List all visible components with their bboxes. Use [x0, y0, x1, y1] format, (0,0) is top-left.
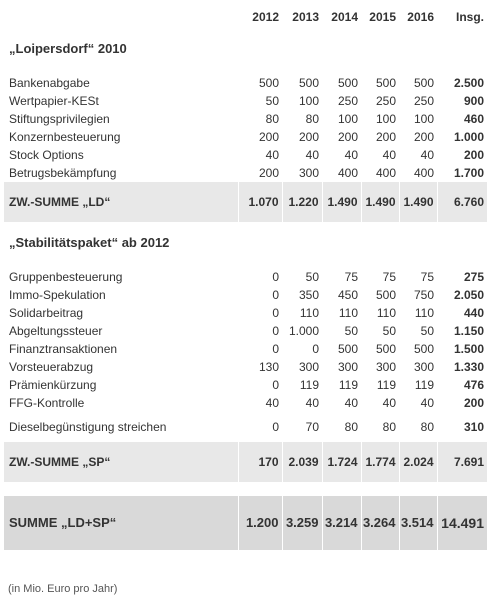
- cell-value: 40: [344, 148, 358, 162]
- cell-total: 275: [463, 270, 484, 284]
- cell-value: 200: [258, 130, 279, 144]
- row-label: Bankenabgabe: [9, 76, 90, 90]
- row-label: Wertpapier-KESt: [9, 94, 99, 108]
- row-label: Stiftungsprivilegien: [9, 112, 110, 126]
- cell-value: 400: [375, 166, 396, 180]
- grand-total-label: SUMME „LD+SP“: [4, 496, 238, 550]
- table-row: [4, 394, 487, 412]
- section-title: „Stabilitätspaket“ ab 2012: [9, 235, 170, 250]
- row-label: FFG-Kontrolle: [9, 396, 85, 410]
- row-label: Vorsteuerabzug: [9, 360, 94, 374]
- subtotal-label: ZW.-SUMME „LD“: [4, 182, 238, 222]
- subtotal-row-sp: [4, 442, 487, 482]
- cell-value: 50: [382, 324, 396, 338]
- cell-value: 110: [299, 306, 319, 320]
- subtotal-value: 1.724: [322, 442, 361, 482]
- subtotal-label: ZW.-SUMME „SP“: [4, 442, 238, 482]
- table-row: [4, 164, 487, 182]
- cell-value: 119: [338, 378, 358, 392]
- table-row: [4, 74, 487, 92]
- cell-value: 0: [272, 288, 279, 302]
- cell-value: 500: [298, 76, 319, 90]
- cell-value: 40: [265, 148, 279, 162]
- cell-value: 80: [420, 420, 434, 434]
- cell-value: 130: [258, 360, 279, 374]
- cell-value: 50: [420, 324, 434, 338]
- table-row: [4, 304, 487, 322]
- cell-value: 100: [298, 94, 319, 108]
- row-label: Prämienkürzung: [9, 378, 97, 392]
- cell-value: 250: [413, 94, 434, 108]
- subtotal-row-ld: [4, 182, 487, 222]
- cell-value: 200: [375, 130, 396, 144]
- row-label: Konzernbesteuerung: [9, 130, 121, 144]
- cell-value: 750: [413, 288, 434, 302]
- row-label: Abgeltungssteuer: [9, 324, 103, 338]
- row-label: Betrugsbekämpfung: [9, 166, 117, 180]
- subtotal-value: 1.490: [322, 182, 361, 222]
- grand-total-value: 3.264: [361, 496, 399, 550]
- cell-value: 40: [305, 148, 319, 162]
- header-year: 2012: [252, 10, 279, 24]
- cell-total: 2.500: [453, 76, 484, 90]
- cell-value: 0: [272, 324, 279, 338]
- cell-value: 300: [298, 166, 319, 180]
- cell-value: 500: [375, 342, 396, 356]
- cell-value: 200: [258, 166, 279, 180]
- row-label: [4, 412, 238, 442]
- table-row: [4, 412, 487, 442]
- cell-value: 75: [344, 270, 358, 284]
- cell-value: 0: [272, 342, 279, 356]
- cell-value: 200: [337, 130, 358, 144]
- grand-total-value: 3.214: [322, 496, 361, 550]
- table-row: [4, 128, 487, 146]
- cell-value: 450: [337, 288, 358, 302]
- cell-value: 40: [382, 396, 396, 410]
- cell-value: 40: [265, 396, 279, 410]
- cell-total: 1.000: [453, 130, 484, 144]
- subtotal-value: 2.024: [399, 442, 437, 482]
- cell-value: 500: [413, 76, 434, 90]
- table-row: [4, 340, 487, 358]
- cell-total: 200: [463, 148, 484, 162]
- table-row: [4, 92, 487, 110]
- cell-value: 40: [420, 148, 434, 162]
- cell-value: 50: [344, 324, 358, 338]
- header-empty-cell: [4, 6, 238, 28]
- subtotal-value: 1.220: [282, 182, 322, 222]
- cell-value: 200: [298, 130, 319, 144]
- cell-value: 80: [382, 420, 396, 434]
- row-label-text: Dieselbegünstigung streichen: [9, 419, 167, 434]
- cell-total: 440: [463, 306, 484, 320]
- cell-value: 75: [382, 270, 396, 284]
- cell-value: 119: [376, 378, 396, 392]
- cell-value: 40: [382, 148, 396, 162]
- cell-total: 1.500: [453, 342, 484, 356]
- cell-total: 2.050: [453, 288, 484, 302]
- subtotal-value: 1.490: [399, 182, 437, 222]
- row-label: Stock Options: [9, 148, 84, 162]
- cell-value: 300: [375, 360, 396, 374]
- grand-total-value: 3.259: [282, 496, 322, 550]
- cell-value: 400: [337, 166, 358, 180]
- tax-measures-table: [4, 6, 487, 550]
- cell-value: 500: [413, 342, 434, 356]
- row-label: Solidarbeitrag: [9, 306, 84, 320]
- cell-total: 900: [463, 94, 484, 108]
- cell-value: 75: [420, 270, 434, 284]
- cell-value: 40: [305, 396, 319, 410]
- cell-value: 300: [413, 360, 434, 374]
- table-row: [4, 146, 487, 164]
- subtotal-total: 7.691: [437, 442, 487, 482]
- cell-total: 1.150: [453, 324, 484, 338]
- cell-value: 80: [344, 420, 358, 434]
- cell-value: 200: [413, 130, 434, 144]
- subtotal-value: 1.774: [361, 442, 399, 482]
- cell-value: 40: [344, 396, 358, 410]
- cell-value: 110: [376, 306, 396, 320]
- cell-value: 250: [375, 94, 396, 108]
- cell-value: 500: [375, 76, 396, 90]
- subtotal-value: 1.070: [238, 182, 282, 222]
- grand-total-value: 3.514: [399, 496, 437, 550]
- cell-total: 460: [463, 112, 484, 126]
- cell-value: 350: [298, 288, 319, 302]
- cell-value: 50: [305, 270, 319, 284]
- cell-value: 100: [337, 112, 358, 126]
- grand-total-row: [4, 496, 487, 550]
- subtotal-value: 170: [238, 442, 282, 482]
- cell-value: 500: [337, 76, 358, 90]
- cell-total: 310: [463, 420, 484, 434]
- table-row: [4, 322, 487, 340]
- cell-value: 300: [337, 360, 358, 374]
- subtotal-total: 6.760: [437, 182, 487, 222]
- cell-value: 500: [258, 76, 279, 90]
- cell-value: 119: [414, 378, 434, 392]
- cell-value: 0: [272, 420, 279, 434]
- cell-value: 300: [298, 360, 319, 374]
- cell-value: 250: [337, 94, 358, 108]
- cell-value: 500: [337, 342, 358, 356]
- cell-value: 80: [265, 112, 279, 126]
- table-row: [4, 376, 487, 394]
- header-year: 2014: [331, 10, 358, 24]
- cell-value: 100: [413, 112, 434, 126]
- cell-value: 110: [414, 306, 434, 320]
- cell-value: 0: [312, 342, 319, 356]
- table-row: [4, 268, 487, 286]
- cell-value: 400: [413, 166, 434, 180]
- subtotal-value: 2.039: [282, 442, 322, 482]
- subtotal-value: 1.490: [361, 182, 399, 222]
- section-title-sp: [4, 232, 487, 254]
- cell-value: 110: [338, 306, 358, 320]
- row-label: Immo-Spekulation: [9, 288, 106, 302]
- header-total: Insg.: [455, 10, 484, 24]
- row-label: Finanztransaktionen: [9, 342, 118, 356]
- table-row: [4, 286, 487, 304]
- grand-total-value: 1.200: [238, 496, 282, 550]
- section-title: „Loipersdorf“ 2010: [9, 41, 127, 56]
- header-row: [4, 6, 487, 28]
- cell-total: 1.330: [453, 360, 484, 374]
- section-title-ld: [4, 38, 487, 60]
- cell-value: 0: [272, 306, 279, 320]
- cell-total: 200: [463, 396, 484, 410]
- cell-value: 80: [305, 112, 319, 126]
- header-year: 2016: [407, 10, 434, 24]
- cell-value: 0: [272, 270, 279, 284]
- row-label: Gruppenbesteuerung: [9, 270, 123, 284]
- cell-total: 476: [463, 378, 484, 392]
- header-year: 2015: [369, 10, 396, 24]
- cell-value: 50: [265, 94, 279, 108]
- cell-value: 70: [305, 420, 319, 434]
- cell-value: 1.000: [288, 324, 319, 338]
- table-row: [4, 358, 487, 376]
- cell-value: 100: [375, 112, 396, 126]
- cell-value: 40: [420, 396, 434, 410]
- cell-value: 119: [299, 378, 319, 392]
- cell-total: 1.700: [453, 166, 484, 180]
- grand-total-sum: 14.491: [437, 496, 487, 550]
- unit-footnote: (in Mio. Euro pro Jahr): [8, 583, 118, 595]
- table-row: [4, 110, 487, 128]
- cell-value: 500: [375, 288, 396, 302]
- cell-value: 0: [272, 378, 279, 392]
- header-year: 2013: [292, 10, 319, 24]
